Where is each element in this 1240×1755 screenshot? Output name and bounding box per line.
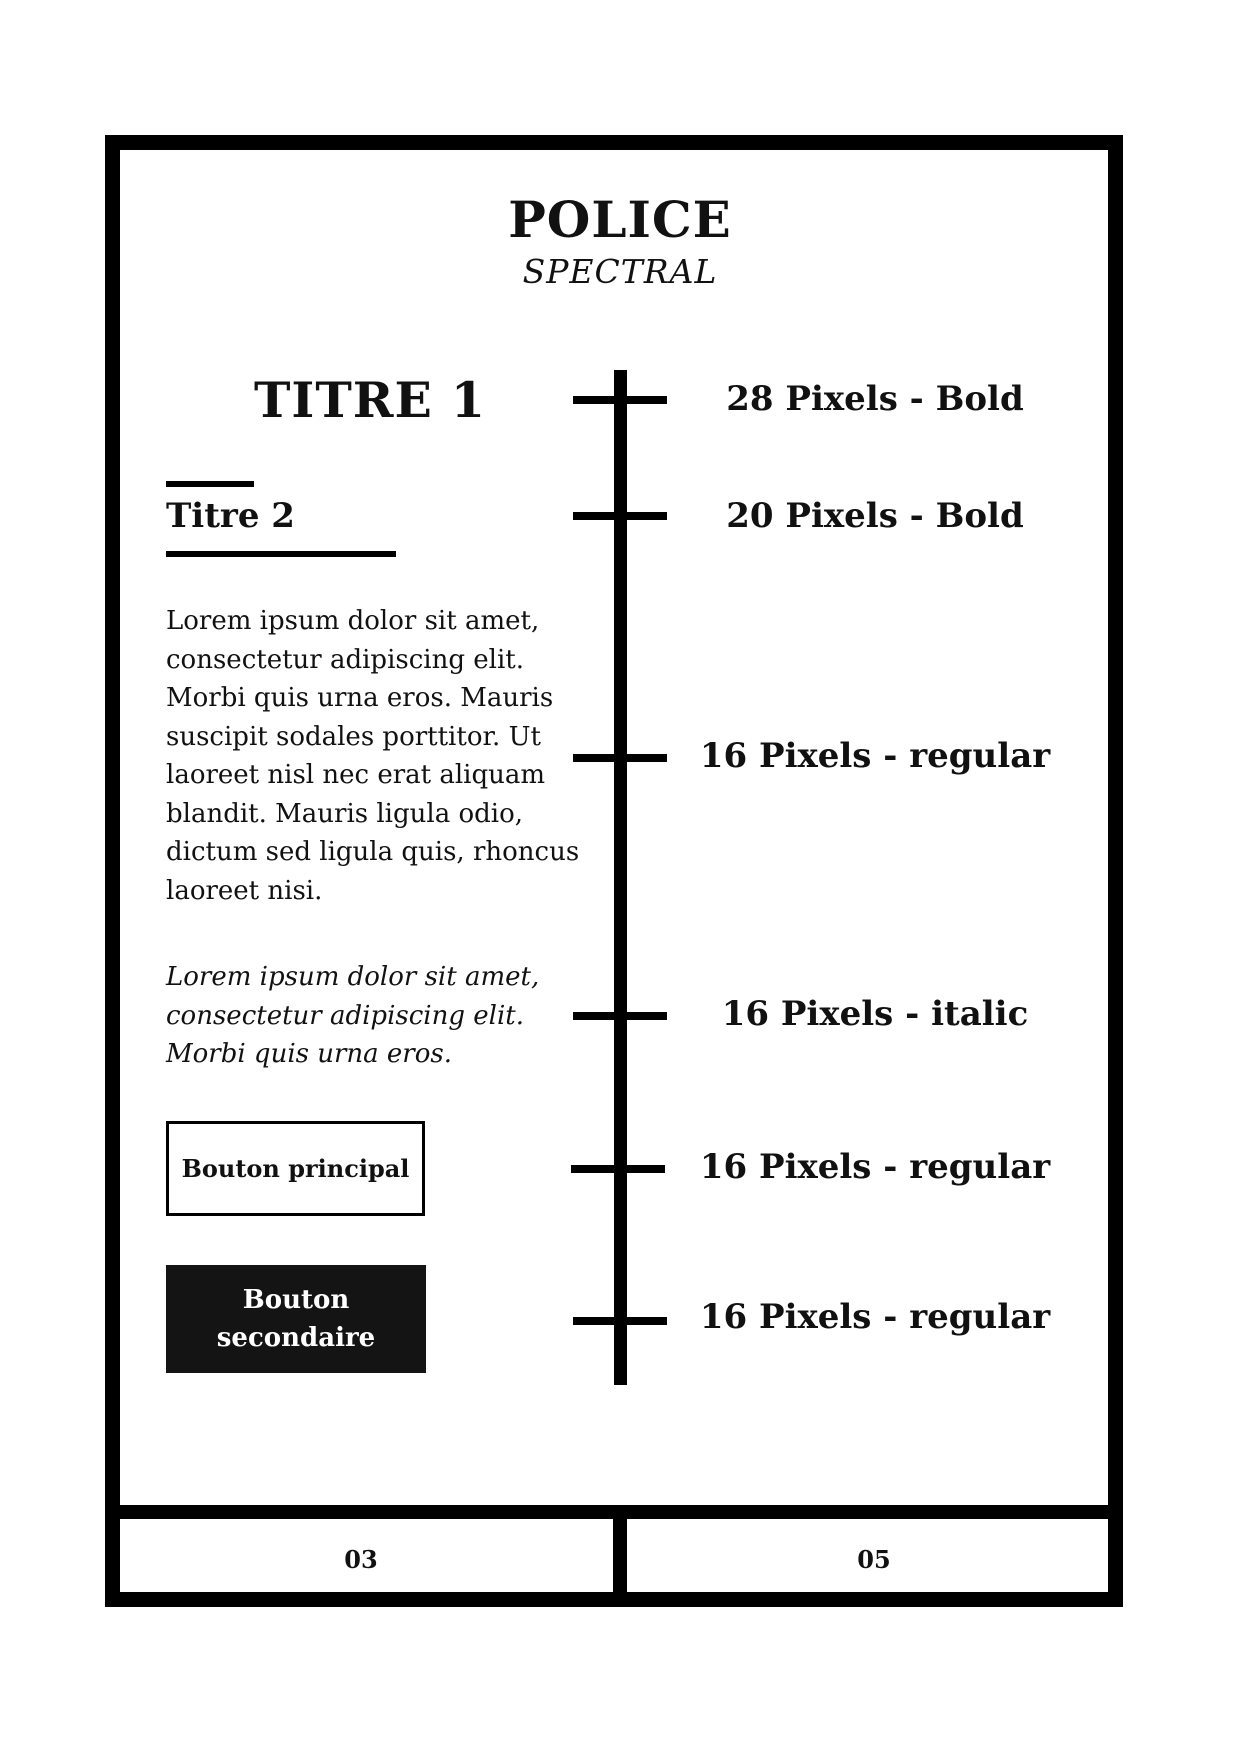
secondary-button[interactable]: Bouton secondaire	[166, 1265, 426, 1373]
timeline-tick	[573, 1012, 667, 1020]
page-number-left: 03	[344, 1545, 378, 1574]
sample-titre1: TITRE 1	[253, 371, 487, 429]
titre2-bottom-rule	[166, 551, 396, 557]
spec-italic: 16 Pixels - italic	[721, 994, 1029, 1034]
timeline-tick	[573, 396, 667, 404]
page-number-right: 05	[857, 1545, 891, 1574]
sample-italic-paragraph: Lorem ipsum dolor sit amet, consectetur adipiscing elit. Morbi quis urna eros.	[166, 962, 540, 1069]
page-title: POLICE	[508, 190, 732, 249]
spec-secondary-button: 16 Pixels - regular	[699, 1297, 1051, 1337]
timeline-axis	[614, 370, 627, 1385]
sample-titre2: Titre 2	[166, 496, 295, 536]
spec-titre2: 20 Pixels - Bold	[726, 496, 1024, 536]
spec-titre1: 28 Pixels - Bold	[726, 379, 1024, 419]
titre2-top-rule	[166, 481, 254, 487]
timeline-tick	[573, 512, 667, 520]
timeline-tick	[571, 1165, 665, 1173]
timeline-tick	[573, 754, 667, 762]
font-name: SPECTRAL	[522, 252, 718, 291]
timeline-tick	[573, 1317, 667, 1325]
footer-divider	[613, 1510, 627, 1600]
primary-button[interactable]: Bouton principal	[166, 1121, 425, 1216]
sample-paragraph: Lorem ipsum dolor sit amet, consectetur adipiscing elit. Morbi quis urna eros. Mauris suscipit sodales porttitor. Ut laoreet nisl nec erat aliquam blandit. Mauris ligula odio, dictum sed ligula quis, rhoncus laoreet nisi.	[166, 606, 580, 906]
spec-primary-button: 16 Pixels - regular	[699, 1147, 1051, 1187]
spec-paragraph: 16 Pixels - regular	[699, 736, 1051, 776]
